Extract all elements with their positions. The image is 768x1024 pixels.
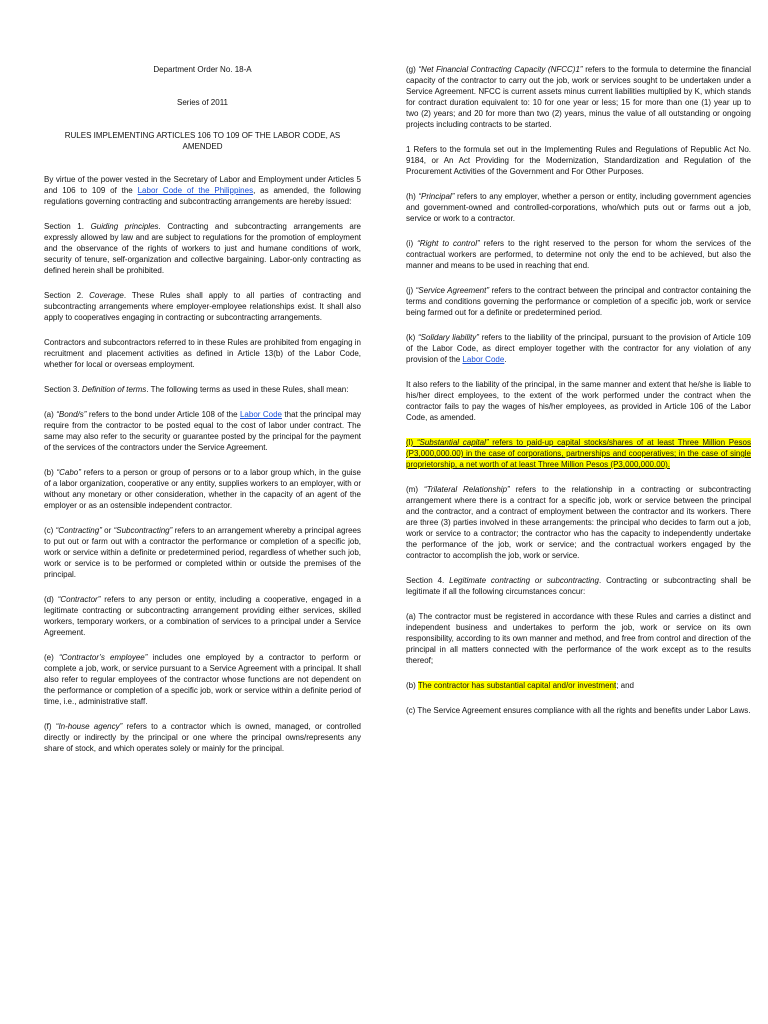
definition-i-prefix: (i) — [406, 239, 418, 248]
section-1-title: Guiding principles — [90, 222, 159, 231]
document-series: Series of 2011 — [177, 98, 228, 107]
definition-l-prefix: (l) — [406, 438, 417, 447]
section-3-title: Definition of terms — [81, 385, 147, 394]
definition-b-prefix: (b) — [44, 468, 57, 477]
intro-text-b: , as amended, the following regulations governing contracting and subcontracting arrangements are hereby issued: — [44, 186, 361, 206]
right-column — [406, 64, 751, 730]
definition-h — [406, 191, 751, 224]
labor-code-link[interactable]: Labor Code — [462, 355, 505, 364]
intro-text-a: By virtue of the power vested in the Secretary of Labor and Employment under Articles 5 and 106 to 109 of the — [44, 175, 361, 195]
section-4-label: Section 4. — [406, 576, 450, 585]
labor-code-link[interactable]: Labor Code of the Philippines — [137, 186, 254, 195]
section-1-label: Section 1. — [44, 222, 91, 231]
definition-m-term: “Trilateral Relationship” — [423, 485, 510, 494]
left-column — [44, 64, 361, 768]
section-2 — [44, 290, 361, 323]
definition-k-prefix: (k) — [406, 333, 418, 342]
intro-paragraph — [44, 174, 361, 207]
definition-b-term: “Cabo” — [56, 468, 81, 477]
document-heading: RULES IMPLEMENTING ARTICLES 106 TO 109 OF THE LABOR CODE, AS AMENDED — [64, 131, 341, 151]
definition-i-term: “Right to control” — [417, 239, 480, 248]
section-2-label: Section 2. — [44, 291, 90, 300]
definition-h-prefix: (h) — [406, 192, 419, 201]
section-1 — [44, 221, 361, 276]
definition-l-term: “Substantial capital” — [416, 438, 489, 447]
definition-e — [44, 652, 361, 707]
contractors-paragraph: Contractors and subcontractors referred to in these Rules are prohibited from engaging in recruitment and placement activities as defined in Article 13(b) of the Labor Code, whether for local or overseas employment. — [44, 338, 361, 369]
definition-d — [44, 594, 361, 638]
section-4-title: Legitimate contracting or subcontracting — [449, 576, 599, 585]
section-2-text: . These Rules shall apply to all parties of contracting and subcontracting arrangements where employer-employee relationships exist. It shall also apply to cooperatives engaging in contracting or subcontracting arrangements. — [44, 291, 361, 322]
definition-c-prefix: (c) — [44, 526, 56, 535]
definition-c-term-2: “Subcontracting” — [113, 526, 173, 535]
highlighted-substantial-capital: The contractor has substantial capital and/or investment — [417, 681, 617, 690]
definition-j-term: “Service Agreement” — [415, 286, 489, 295]
definition-h-term: “Principal” — [418, 192, 455, 201]
section-4-item-a: (a) The contractor must be registered in accordance with these Rules and carries a distinct and independent business and undertakes to perform the job, work or service on its own responsibility, according to its own manner and method, and free from control and direction of the principal in all matters connected with the performance of the work except as to the results thereof; — [406, 612, 751, 665]
footnote: 1 Refers to the formula set out in the Implementing Rules and Regulations of Republic Act No. 9184, or An Act Providing for the Modernization, Standardization and Regulation of the Procurement Activities of the Government and For Other Purposes. — [406, 145, 751, 176]
definition-g-prefix: (g) — [406, 65, 419, 74]
definition-a-prefix: (a) — [44, 410, 57, 419]
definition-e-text: includes one employed by a contractor to perform or complete a job, work, or service pursuant to a Service Agreement with a principal. It shall also refer to regular employees of the contractor whose functions are not dependent on the performance or completion of a specific job, work or service within a definite period of time, i.e., administrative staff. — [44, 653, 361, 706]
definition-m — [406, 484, 751, 561]
definition-c-term-1: “Contracting” — [55, 526, 102, 535]
definition-a — [44, 409, 361, 453]
section-1-text: . Contracting and subcontracting arrangements are expressly allowed by law and are subject to regulations for the promotion of employment and the observance of the rights of workers to just and humane conditions of work, security of tenure, self-organization and collective bargaining. Labor-only contracting as defined herein shall be prohibited. — [44, 222, 361, 275]
section-3-text: . The following terms as used in these Rules, shall mean: — [146, 385, 349, 394]
definition-m-text: refers to the relationship in a contracting or subcontracting arrangement where there is a contract for a specific job, work or service between the principal and the contractor, and a contract of employment between the contractor and its workers. There are three (3) parties involved in these arrangements: the principal who decides to farm out a job, work or service to a contractor; the contractor who has the capacity to independently undertake the performance of the job, work or service; and the contractual workers engaged by the contractor to accomplish the job, work or service. — [406, 485, 751, 560]
definition-e-term: “Contractor’s employee” — [58, 653, 148, 662]
definition-h-text: refers to any employer, whether a person or entity, including government agencies and government-owned and controlled-corporations, who/which puts out or farms out a job, service or work to a contractor. — [406, 192, 752, 223]
definition-d-prefix: (d) — [44, 595, 58, 604]
section-3-label: Section 3. — [44, 385, 82, 394]
labor-code-link[interactable]: Labor Code — [239, 410, 282, 419]
definition-d-term: “Contractor” — [57, 595, 101, 604]
definition-j-prefix: (j) — [406, 286, 416, 295]
definition-l — [406, 437, 751, 470]
section-4-item-c: (c) The Service Agreement ensures compliance with all the rights and benefits under Labor Laws. — [406, 706, 751, 715]
section-4 — [406, 575, 751, 597]
definition-m-prefix: (m) — [406, 485, 424, 494]
definition-b-text: refers to a person or group of persons or to a labor group which, in the guise of a labor organization, cooperative or any entity, supplies workers to an employer, with or without any monetary or other consideration, whether in the capacity of an agent of the employer or as an ostensible independent contractor. — [44, 468, 362, 510]
section-4-item-b-end: ; and — [616, 681, 634, 690]
document-title: Department Order No. 18-A — [153, 65, 252, 74]
definition-k-term: “Solidary liability” — [418, 333, 479, 342]
definition-f-term: “In-house agency” — [55, 722, 123, 731]
definition-i-text: refers to the right reserved to the person for whom the services of the contractual workers are performed, to determine not only the end to be achieved, but also the manner and means to be used in reaching that end. — [406, 239, 752, 270]
definition-d-text: refers to any person or entity, including a cooperative, engaged in a legitimate contracting or subcontracting arrangement providing either services, skilled workers, temporary workers, or a combination of services to a principal under a Service Agreement. — [44, 595, 361, 637]
definition-g-term: “Net Financial Contracting Capacity (NFCC)1” — [418, 65, 583, 74]
highlighted-definition-l — [406, 438, 751, 469]
section-2-title: Coverage — [89, 291, 124, 300]
definition-k-text: refers to the liability of the principal, pursuant to the provision of Article 109 of the Labor Code, as direct employer together with the contractor for any violation of any provision of the — [406, 333, 751, 364]
definition-g — [406, 64, 751, 130]
section-3 — [44, 384, 361, 395]
definition-k-end: . — [504, 355, 507, 364]
section-4-text: . Contracting or subcontracting shall be legitimate if all the following circumstances concur: — [406, 576, 752, 596]
definition-k-continued: It also refers to the liability of the principal, in the same manner and extent that he/she is liable to his/her direct employees, to the extent of the work performed under the contract when the contractor fails to pay the wages of his/her employees, as provided in Article 106 of the Labor Code, as amended. — [406, 380, 751, 422]
section-4-item-b — [406, 680, 751, 691]
definition-a-term: “Bond/s” — [56, 410, 87, 419]
definition-c-or: or — [101, 526, 114, 535]
definition-c-text: refers to an arrangement whereby a principal agrees to put out or farm out with a contractor the performance or completion of a specific job, work or service within a definite or predetermined period, regardless of whether such job, work or service is to be performed or completed within or outside the premises of the principal. — [44, 526, 361, 579]
definition-c — [44, 525, 361, 580]
definition-l-text: refers to paid-up capital stocks/shares of at least Three Million Pesos (P3,000,000.00) in the case of corporations, partnerships and cooperatives; in the case of single proprietorship, a net worth of at least Three Million Pesos (P3,000,000.00). — [406, 438, 752, 469]
definition-e-prefix: (e) — [44, 653, 59, 662]
section-4-item-b-prefix: (b) — [406, 681, 418, 690]
definition-f-text: refers to a contractor which is owned, managed, or controlled directly or indirectly by the principal or one where the principal owns/represents any share of stock, and which operates solely or mainly for the principal. — [44, 722, 362, 753]
definition-k — [406, 332, 751, 365]
definition-j-text: refers to the contract between the principal and contractor containing the terms and conditions governing the performance or completion of a specific job, work or service being farmed out for a definite or predetermined period. — [406, 286, 752, 317]
definition-f-prefix: (f) — [44, 722, 56, 731]
definition-f — [44, 721, 361, 754]
definition-a-text-end: that the principal may require from the contractor to be posted equal to the cost of labor under contract. The same may also refer to the security or guarantee posted by the principal for the payment of the services of the contractors under the Service Agreement. — [44, 410, 362, 452]
definition-b — [44, 467, 361, 511]
definition-a-text: refers to the bond under Article 108 of the — [86, 410, 240, 419]
definition-j — [406, 285, 751, 318]
definition-g-text: refers to the formula to determine the financial capacity of the contractor to carry out the job, work or services sought to be undertaken under a Service Agreement. NFCC is current assets minus current liabilities multiplied by K, which stands for contract duration equivalent to: 10 for one year or less; 15 for more than one (1) year up to two (2) years; and 20 for more than two (2) years, minus the value of all outstanding or ongoing projects including contracts to be started. — [406, 65, 752, 129]
definition-i — [406, 238, 751, 271]
